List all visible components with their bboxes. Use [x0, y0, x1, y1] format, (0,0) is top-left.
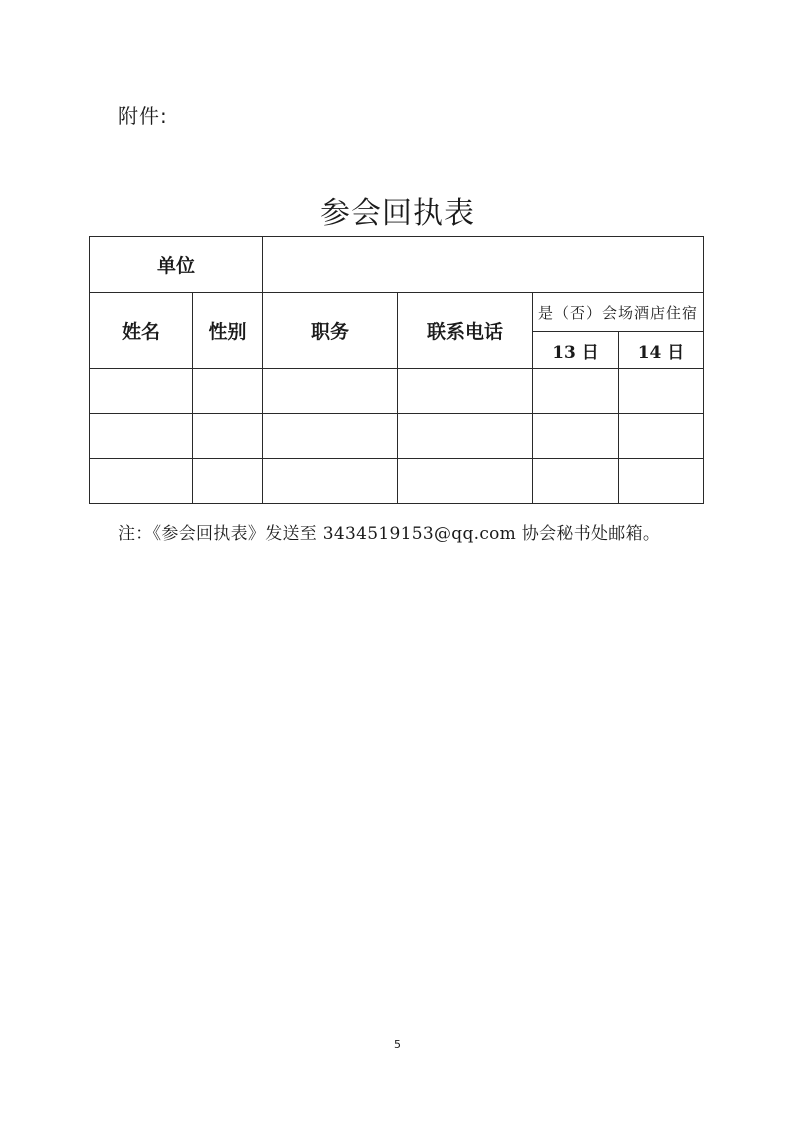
cell-gender[interactable] — [193, 369, 263, 414]
unit-label: 单位 — [90, 237, 263, 293]
table-row — [90, 414, 704, 459]
table-row — [90, 369, 704, 414]
cell-position[interactable] — [263, 414, 398, 459]
header-gender: 性别 — [193, 293, 263, 369]
cell-phone[interactable] — [398, 369, 533, 414]
cell-name[interactable] — [90, 459, 193, 504]
submission-note: 注：《参会回执表》发送至 3434519153@qq.com 协会秘书处邮箱。 — [118, 524, 661, 544]
page-number: 5 — [394, 1038, 401, 1051]
cell-day-13[interactable] — [533, 369, 619, 414]
attachment-label: 附件: — [118, 104, 168, 128]
page-title: 参会回执表 — [320, 196, 475, 231]
cell-day-13[interactable] — [533, 459, 619, 504]
header-day-14: 14 日 — [619, 332, 704, 369]
cell-day-14[interactable] — [619, 369, 704, 414]
cell-phone[interactable] — [398, 414, 533, 459]
cell-gender[interactable] — [193, 414, 263, 459]
cell-phone[interactable] — [398, 459, 533, 504]
receipt-table — [89, 236, 704, 504]
cell-position[interactable] — [263, 459, 398, 504]
cell-position[interactable] — [263, 369, 398, 414]
cell-gender[interactable] — [193, 459, 263, 504]
table-row — [90, 459, 704, 504]
header-hotel: 是（否）会场酒店住宿 — [533, 293, 704, 332]
cell-day-14[interactable] — [619, 459, 704, 504]
header-name: 姓名 — [90, 293, 193, 369]
header-row — [90, 293, 704, 332]
cell-name[interactable] — [90, 414, 193, 459]
header-day-13: 13 日 — [533, 332, 619, 369]
unit-value[interactable] — [263, 237, 704, 293]
cell-day-13[interactable] — [533, 414, 619, 459]
header-phone: 联系电话 — [398, 293, 533, 369]
cell-name[interactable] — [90, 369, 193, 414]
cell-day-14[interactable] — [619, 414, 704, 459]
unit-row — [90, 237, 704, 293]
header-position: 职务 — [263, 293, 398, 369]
